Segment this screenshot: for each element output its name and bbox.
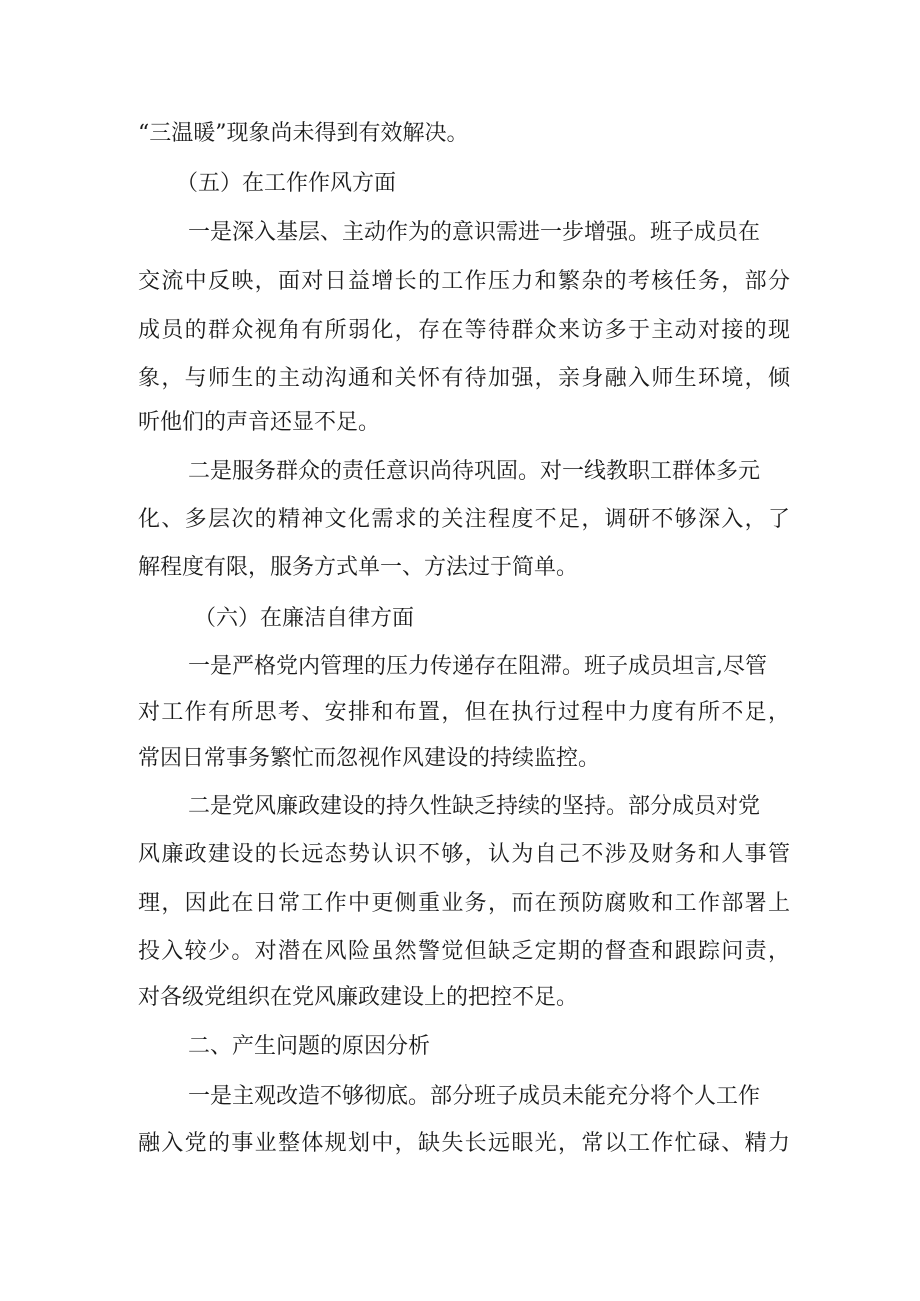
paragraph-line: 一是深入基层、主动作为的意识需进一步增强。班子成员在: [188, 220, 761, 245]
paragraph-line: 二是服务群众的责任意识尚待巩固。对一线教职工群体多元: [188, 459, 761, 484]
paragraph-line: 一是严格党内管理的压力传递存在阻滞。班子成员坦言,尽管: [188, 654, 767, 679]
section-heading: （六）在廉洁自律方面: [194, 606, 415, 631]
paragraph-line: 象，与师生的主动沟通和关怀有待加强，亲身融入师生环境，倾: [138, 366, 790, 391]
paragraph-line: 理，因此在日常工作中更侧重业务，而在预防腐败和工作部署上: [138, 891, 790, 916]
paragraph-line: 对工作有所思考、安排和布置，但在执行过程中力度有所不足，: [138, 700, 790, 725]
paragraph-line: “三温暖”现象尚未得到有效解决。: [138, 121, 469, 146]
section-heading: （五）在工作作风方面: [176, 171, 397, 196]
paragraph-line: 一是主观改造不够彻底。部分班子成员未能充分将个人工作: [188, 1084, 761, 1109]
paragraph-line: 二是党风廉政建设的持久性缺乏持续的坚持。部分成员对党: [188, 794, 761, 819]
paragraph-line: 交流中反映，面对日益增长的工作压力和繁杂的考核任务，部分: [138, 269, 790, 294]
paragraph-line: 听他们的声音还显不足。: [138, 410, 381, 435]
paragraph-line: 投入较少。对潜在风险虽然警觉但缺乏定期的督查和跟踪问责，: [138, 939, 790, 964]
paragraph-line: 成员的群众视角有所弱化，存在等待群众来访多于主动对接的现: [138, 318, 790, 343]
paragraph-line: 融入党的事业整体规划中，缺失长远眼光，常以工作忙碌、精力: [138, 1131, 790, 1156]
section-heading: 二、产生问题的原因分析: [188, 1034, 431, 1059]
paragraph-line: 常因日常事务繁忙而忽视作风建设的持续监控。: [138, 746, 601, 771]
paragraph-line: 对各级党组织在党风廉政建设上的把控不足。: [138, 985, 579, 1010]
paragraph-line: 解程度有限，服务方式单一、方法过于简单。: [138, 555, 579, 580]
paragraph-line: 化、多层次的精神文化需求的关注程度不足，调研不够深入，了: [138, 507, 790, 532]
paragraph-line: 风廉政建设的长远态势认识不够，认为自己不涉及财务和人事管: [138, 842, 790, 867]
